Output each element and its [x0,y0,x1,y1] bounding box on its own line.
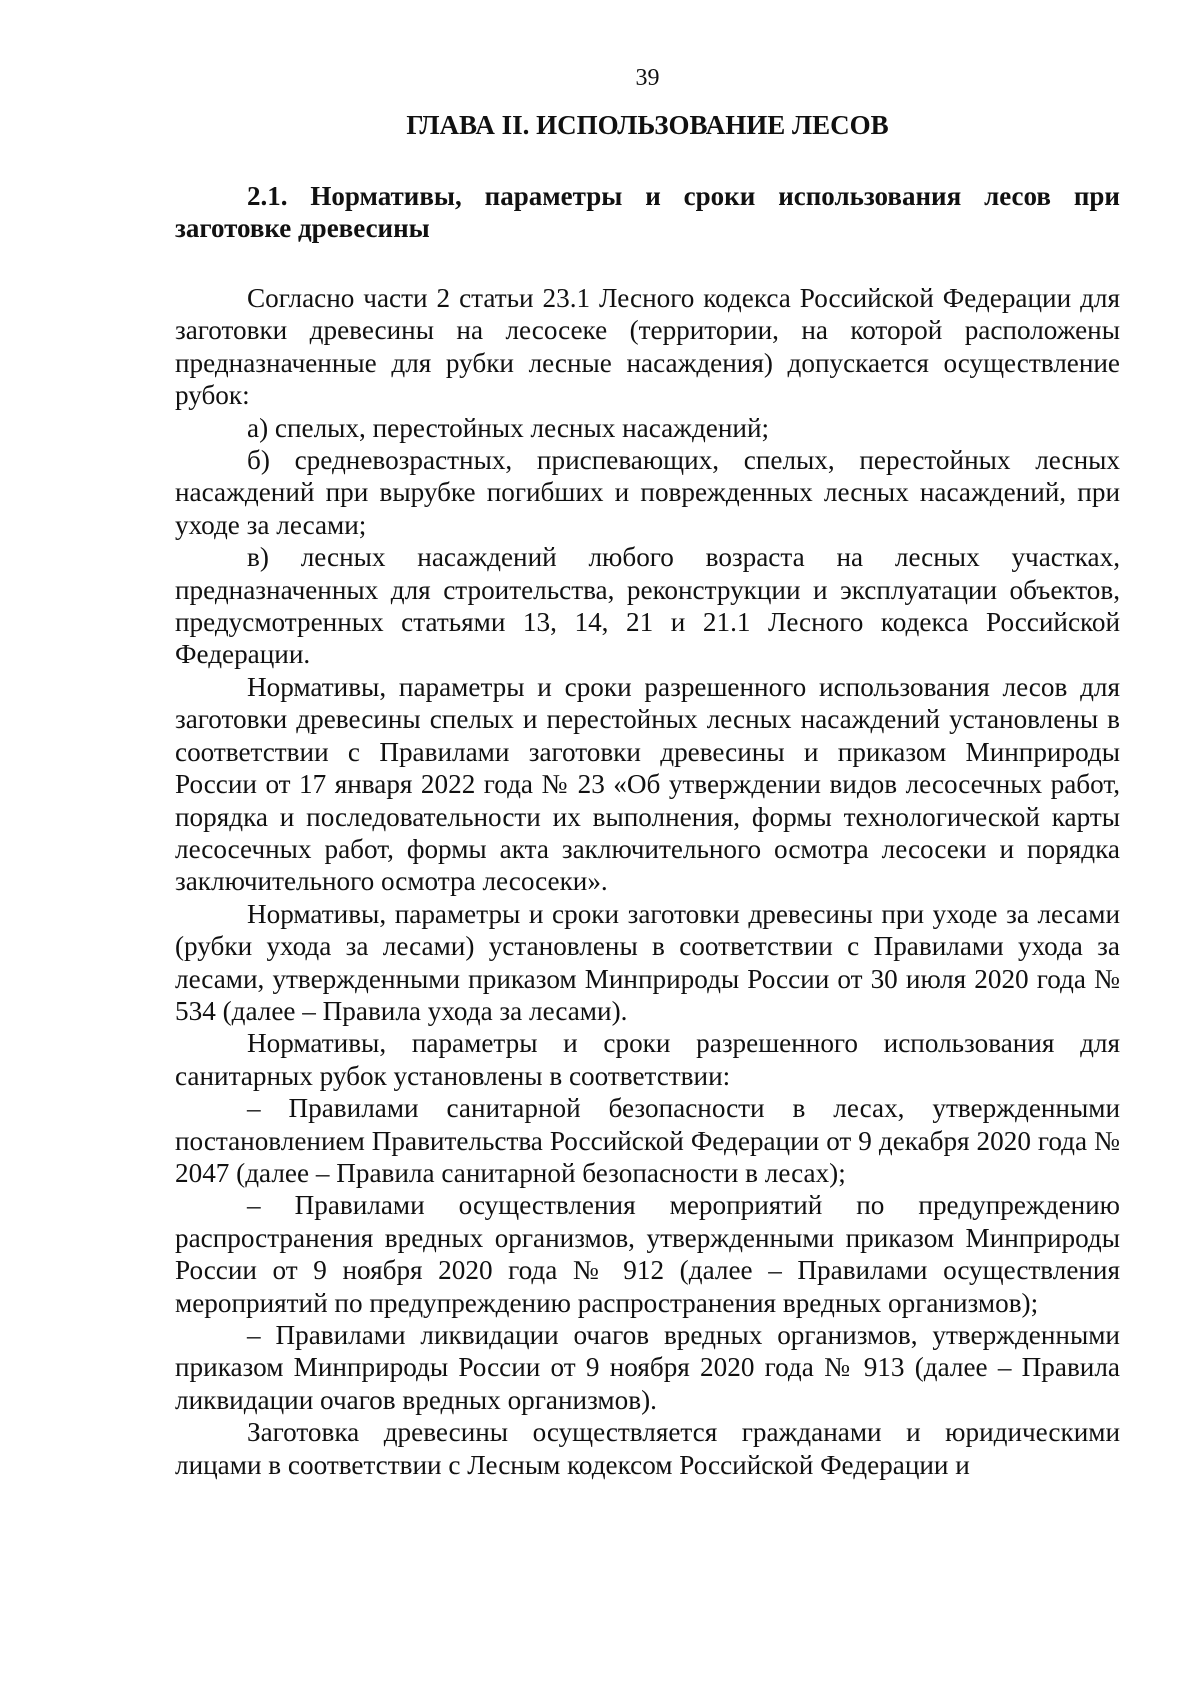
page-number: 39 [635,65,660,91]
paragraph: Нормативы, параметры и сроки разрешенного использования для санитарных рубок установлены в соответствии: [175,1028,1120,1091]
paragraph: Заготовка древесины осуществляется гражданами и юридическими лицами в соответствии с Лесным кодексом Российской Федерации и [175,1417,1120,1480]
paragraph: Нормативы, параметры и сроки заготовки древесины при уходе за лесами (рубки ухода за лесами) установлены в соответствии с Правилами ухода за лесами, утвержденными приказом Минприроды России от 30 июля 2020 года № 534 (далее – Правила ухода за лесами). [175,898,1120,1026]
body-text [175,282,1120,1481]
paragraph: – Правилами осуществления мероприятий по предупреждению распространения вредных организмов, утвержденными приказом Минприроды России от 9 ноября 2020 года № 912 (далее – Правилами осуществления мероприятий по предупреждению распространения вредных организмов); [175,1190,1120,1318]
paragraph: – Правилами санитарной безопасности в лесах, утвержденными постановлением Правительства Российской Федерации от 9 декабря 2020 года № 2047 (далее – Правила санитарной безопасности в лесах); [175,1093,1120,1188]
paragraph: а) спелых, перестойных лесных насаждений; [247,412,770,443]
paragraph: – Правилами ликвидации очагов вредных организмов, утвержденными приказом Минприроды России от 9 ноября 2020 года № 913 (далее – Правила ликвидации очагов вредных организмов). [175,1320,1120,1415]
document-page [175,62,1120,1481]
chapter-title: ГЛАВА II. ИСПОЛЬЗОВАНИЕ ЛЕСОВ [406,110,889,140]
paragraph: б) средневозрастных, приспевающих, спелых, перестойных лесных насаждений при вырубке погибших и поврежденных лесных насаждений, при уходе за лесами; [175,445,1120,540]
paragraph: Согласно части 2 статьи 23.1 Лесного кодекса Российской Федерации для заготовки древесины на лесосеке (территории, на которой расположены предназначенные для рубки лесные насаждения) допускается осуществление рубок: [175,283,1120,411]
paragraph: в) лесных насаждений любого возраста на лесных участках, предназначенных для строительства, реконструкции и эксплуатации объектов, предусмотренных статьями 13, 14, 21 и 21.1 Лесного кодекса Российской Федерации. [175,542,1120,670]
section-title: 2.1. Нормативы, параметры и сроки использования лесов при заготовке древесины [175,181,1120,243]
paragraph: Нормативы, параметры и сроки разрешенного использования лесов для заготовки древесины спелых и перестойных лесных насаждений установлены в соответствии с Правилами заготовки древесины и приказом Минприроды России от 17 января 2022 года № 23 «Об утверждении видов лесосечных работ, порядка и последовательности их выполнения, формы технологической карты лесосечных работ, формы акта заключительного осмотра лесосеки и порядка заключительного осмотра лесосеки». [175,671,1120,897]
